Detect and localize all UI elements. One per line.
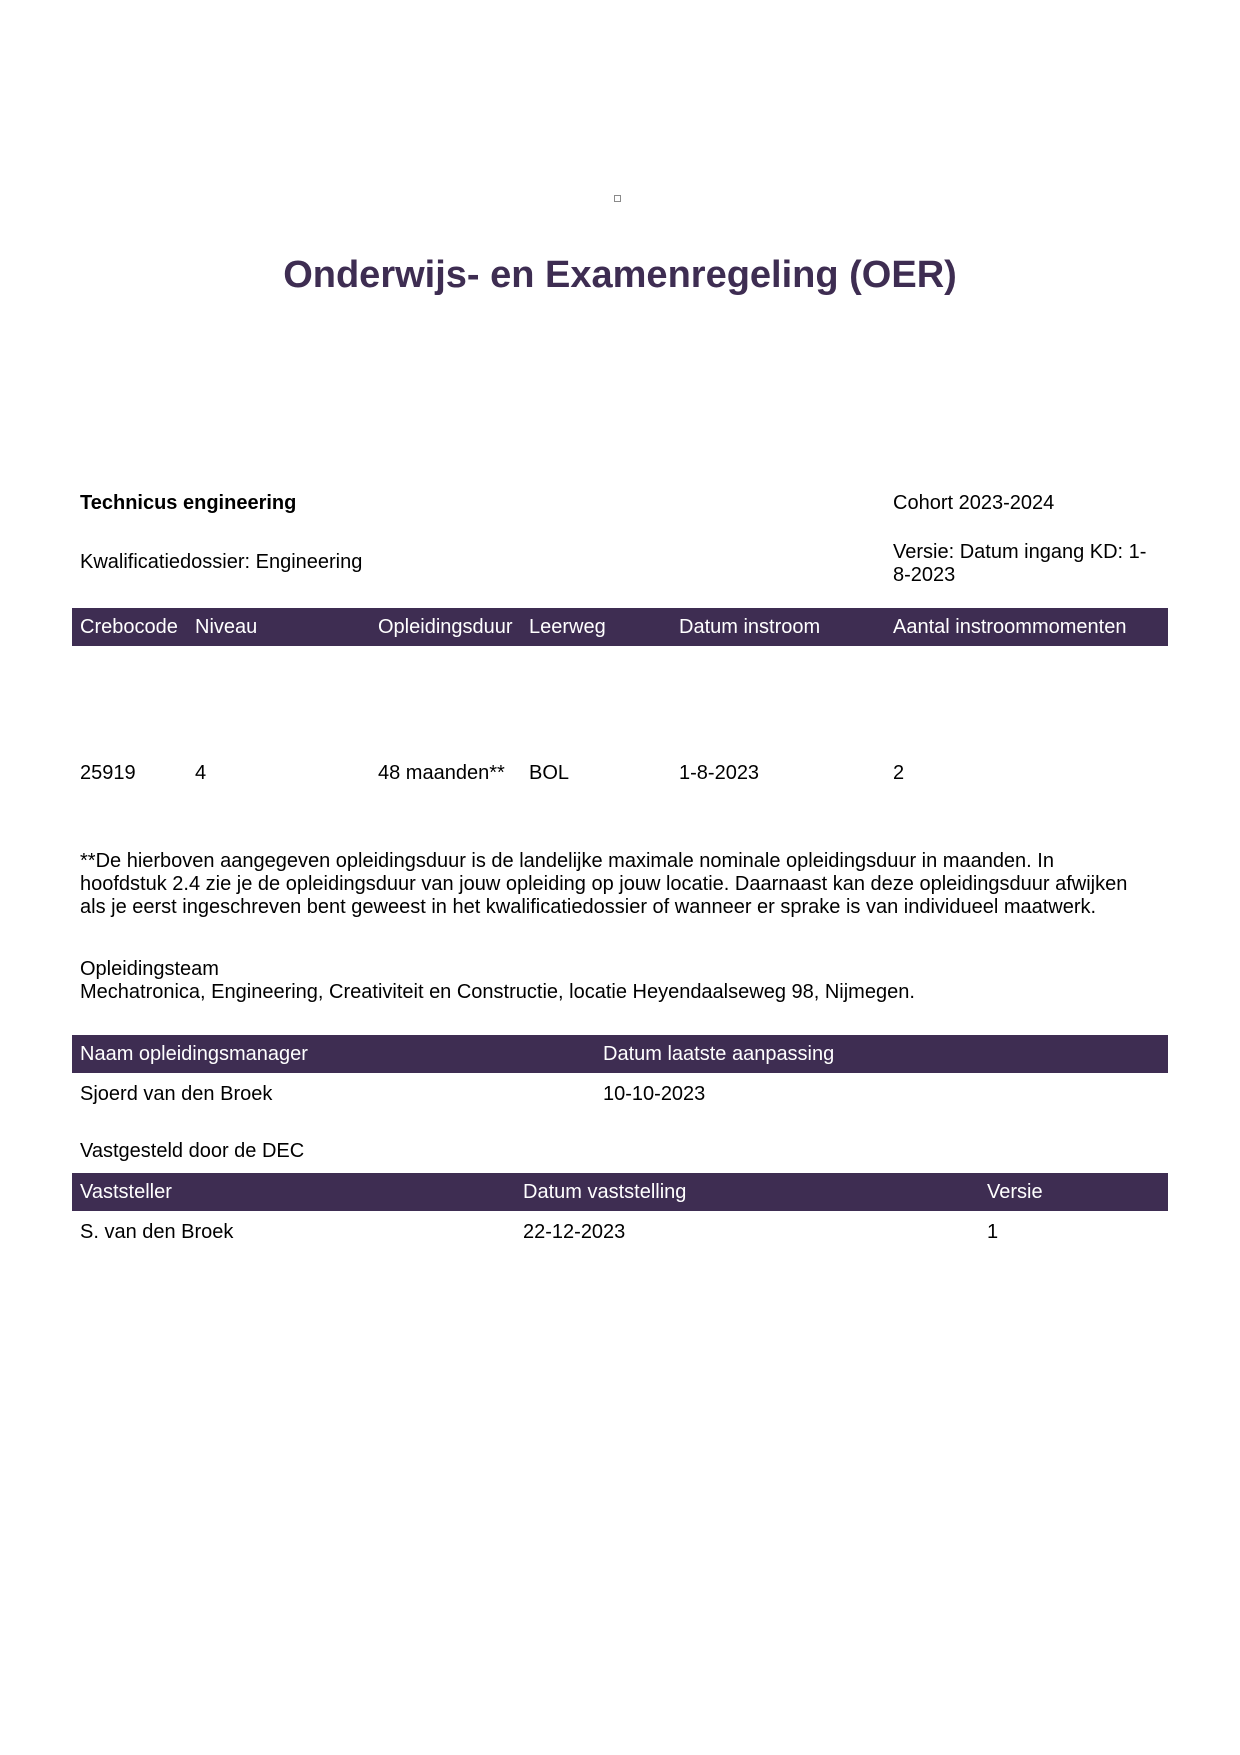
opleidingsteam [80, 958, 915, 1004]
cell-versie: 1 [987, 1221, 999, 1243]
cell-vaststeller: S. van den Broek [80, 1221, 234, 1243]
header-datum-instroom: Datum instroom [679, 616, 821, 638]
vaststelling-table-header [72, 1173, 1168, 1211]
opleidingsteam-label: Opleidingsteam [80, 958, 219, 980]
vaststelling-table [72, 1173, 1168, 1251]
header-crebocode: Crebocode [80, 616, 178, 638]
header-versie: Versie [987, 1181, 1043, 1203]
header-niveau: Niveau [195, 616, 258, 638]
table-row [72, 646, 1168, 822]
header-aantal-instroommomenten: Aantal instroommomenten [893, 616, 1127, 638]
cell-opleidingsduur: 48 maanden** [378, 762, 505, 784]
footnote-line-3: als je eerst ingeschreven bent geweest in het kwalificatiedossier of wanneer er sprake is van individueel maatwerk. [80, 896, 1097, 918]
header-naam-opleidingsmanager: Naam opleidingsmanager [80, 1043, 308, 1065]
logo-placeholder-icon [614, 195, 621, 202]
page-title: Onderwijs- en Examenregeling (OER) [283, 254, 957, 296]
kwalificatiedossier-label: Kwalificatiedossier: Engineering [80, 551, 363, 573]
header-opleidingsduur: Opleidingsduur [378, 616, 513, 638]
header-leerweg: Leerweg [529, 616, 606, 638]
dec-label: Vastgesteld door de DEC [80, 1140, 305, 1162]
versie-line-2: 8-2023 [893, 564, 956, 586]
cell-aantal-instroommomenten: 2 [893, 762, 905, 784]
opleidingsteam-value: Mechatronica, Engineering, Creativiteit en Constructie, locatie Heyendaalseweg 98, Nijmegen. [80, 981, 915, 1003]
cell-leerweg: BOL [529, 762, 570, 784]
versie-label [893, 541, 1173, 587]
cell-opleidingsmanager: Sjoerd van den Broek [80, 1083, 273, 1105]
program-table [72, 608, 1168, 822]
cell-niveau: 4 [195, 762, 207, 784]
cell-datum-instroom: 1-8-2023 [679, 762, 760, 784]
footnote-line-1: **De hierboven aangegeven opleidingsduur is de landelijke maximale nominale opleidingsduur in maanden. In [80, 850, 1054, 872]
footnote [80, 850, 1160, 919]
table-row [72, 1211, 1168, 1251]
versie-line-1: Versie: Datum ingang KD: 1- [893, 541, 1147, 563]
cell-datum-laatste-aanpassing: 10-10-2023 [603, 1083, 706, 1105]
footnote-line-2: hoofdstuk 2.4 zie je de opleidingsduur van jouw opleiding op jouw locatie. Daarnaast kan deze opleidingsduur afwijken [80, 873, 1128, 895]
cell-crebocode: 25919 [80, 762, 136, 784]
cell-datum-vaststelling: 22-12-2023 [523, 1221, 626, 1243]
header-datum-vaststelling: Datum vaststelling [523, 1181, 687, 1203]
program-table-header [72, 608, 1168, 646]
manager-table [72, 1035, 1168, 1113]
program-name: Technicus engineering [80, 492, 297, 514]
header-datum-laatste-aanpassing: Datum laatste aanpassing [603, 1043, 835, 1065]
table-row [72, 1073, 1168, 1113]
manager-table-header [72, 1035, 1168, 1073]
header-vaststeller: Vaststeller [80, 1181, 172, 1203]
cohort-label: Cohort 2023-2024 [893, 492, 1055, 514]
